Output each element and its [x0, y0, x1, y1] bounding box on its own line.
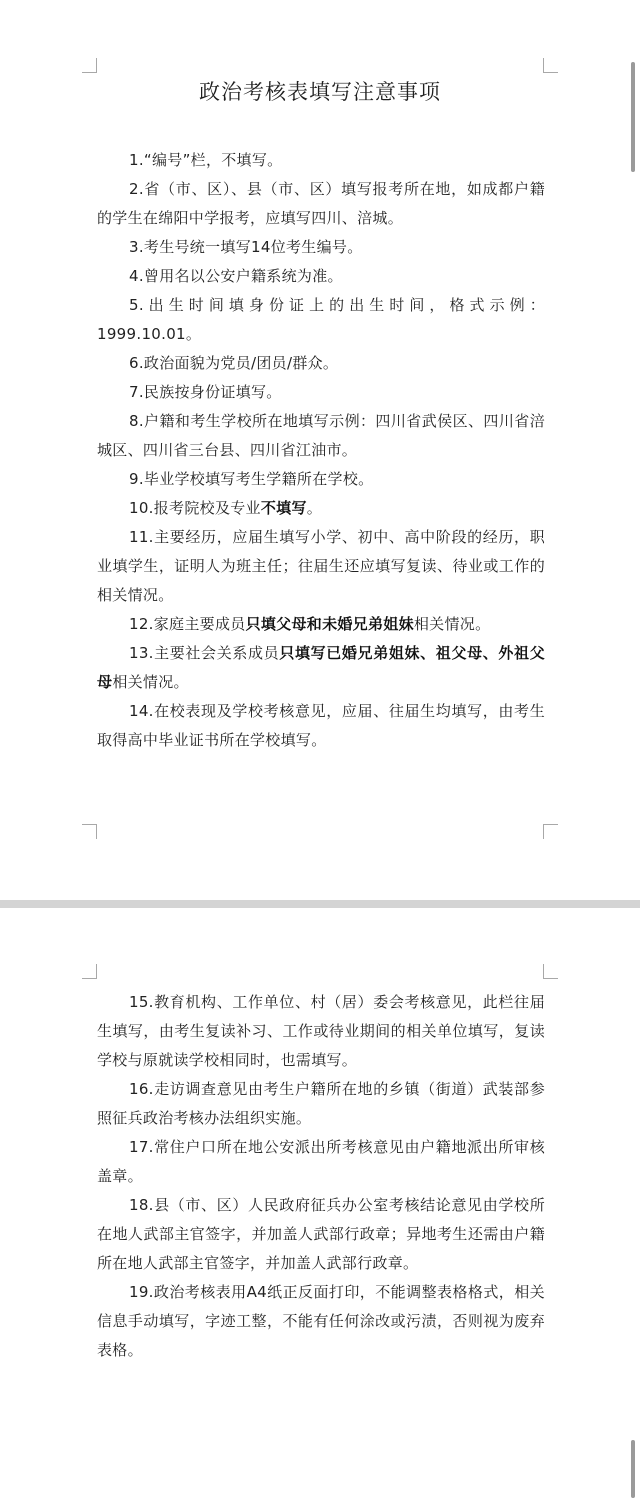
margin-corner-mark	[82, 964, 97, 979]
vertical-scrollbar-thumb[interactable]	[631, 1440, 635, 1498]
item-text: 1.“编号”栏，不填写。	[129, 151, 283, 169]
instruction-item	[97, 349, 545, 378]
item-text: 。	[306, 499, 323, 517]
instruction-item	[97, 378, 545, 407]
item-text: 16.走访调查意见由考生户籍所在地的乡镇（街道）武装部参照征兵政治考核办法组织实施。	[97, 1080, 545, 1127]
item-text: 2.省（市、区）、县（市、区）填写报考所在地，如成都户籍的学生在绵阳中学报考，应填写四川、涪城。	[97, 180, 545, 227]
item-text: 8.户籍和考生学校所在地填写示例：四川省武侯区、四川省涪城区、四川省三台县、四川省江油市。	[97, 412, 545, 459]
item-text: 14.在校表现及学校考核意见，应届、往届生均填写，由考生取得高中毕业证书所在学校填写。	[97, 702, 545, 749]
instruction-item	[97, 1278, 545, 1365]
item-text: 相关情况。	[413, 615, 491, 633]
document-page-2	[0, 908, 640, 1498]
margin-corner-mark	[82, 824, 97, 839]
instruction-item	[97, 988, 545, 1075]
margin-corner-mark	[543, 58, 558, 73]
item-text: 18.县（市、区）人民政府征兵办公室考核结论意见由学校所在地人武部主官签字，并加盖人武部行政章；异地考生还需由户籍所在地人武部主官签字，并加盖人武部行政章。	[97, 1196, 545, 1272]
instruction-item	[97, 146, 545, 175]
item-text: 7.民族按身份证填写。	[129, 383, 282, 401]
item-text: 11.主要经历，应届生填写小学、初中、高中阶段的经历，职业填学生，证明人为班主任；往届生还应填写复读、待业或工作的相关情况。	[97, 528, 545, 604]
margin-corner-mark	[543, 964, 558, 979]
item-text: 15.教育机构、工作单位、村（居）委会考核意见，此栏往届生填写，由考生复读补习、工作或待业期间的相关单位填写，复读学校与原就读学校相同时，也需填写。	[97, 993, 545, 1069]
instruction-item	[97, 1133, 545, 1191]
item-text: 6.政治面貌为党员/团员/群众。	[129, 354, 339, 372]
margin-corner-mark	[82, 58, 97, 73]
item-text: 9.毕业学校填写考生学籍所在学校。	[129, 470, 374, 488]
page-1-content	[97, 146, 545, 755]
item-text: 19.政治考核表用A4纸正反面打印，不能调整表格格式，相关信息手动填写，字迹工整，不能有任何涂改或污渍，否则视为废弃表格。	[97, 1283, 545, 1359]
instruction-item	[97, 1075, 545, 1133]
emphasis-text: 只填写已婚兄弟姐妹、祖父母、外祖父母	[97, 644, 546, 691]
document-title: 政治考核表填写注意事项	[199, 80, 441, 104]
instruction-item	[97, 407, 545, 465]
instruction-item	[97, 523, 545, 610]
item-text: 17.常住户口所在地公安派出所考核意见由户籍地派出所审核盖章。	[97, 1138, 545, 1185]
instruction-item	[97, 291, 545, 349]
item-text: 10.报考院校及专业	[129, 499, 261, 517]
emphasis-text: 不填写	[260, 499, 307, 517]
item-text: 13.主要社会关系成员	[129, 644, 280, 662]
margin-corner-mark	[543, 824, 558, 839]
item-text: 4.曾用名以公安户籍系统为准。	[129, 267, 343, 285]
instruction-item	[97, 697, 545, 755]
emphasis-text: 只填父母和未婚兄弟姐妹	[245, 615, 414, 633]
instruction-item	[97, 262, 545, 291]
instruction-item	[97, 233, 545, 262]
page-2-content	[97, 988, 545, 1365]
instruction-item	[97, 175, 545, 233]
instruction-item	[97, 494, 545, 523]
instruction-item	[97, 610, 545, 639]
item-text: 相关情况。	[112, 673, 189, 691]
instruction-item	[97, 639, 545, 697]
item-text: 5.出生时间填身份证上的出生时间，格式示例：1999.10.01。	[97, 296, 545, 343]
vertical-scrollbar-thumb[interactable]	[631, 62, 635, 172]
item-text: 12.家庭主要成员	[129, 615, 246, 633]
instruction-item	[97, 465, 545, 494]
instruction-item	[97, 1191, 545, 1278]
item-text: 3.考生号统一填写14位考生编号。	[129, 238, 363, 256]
